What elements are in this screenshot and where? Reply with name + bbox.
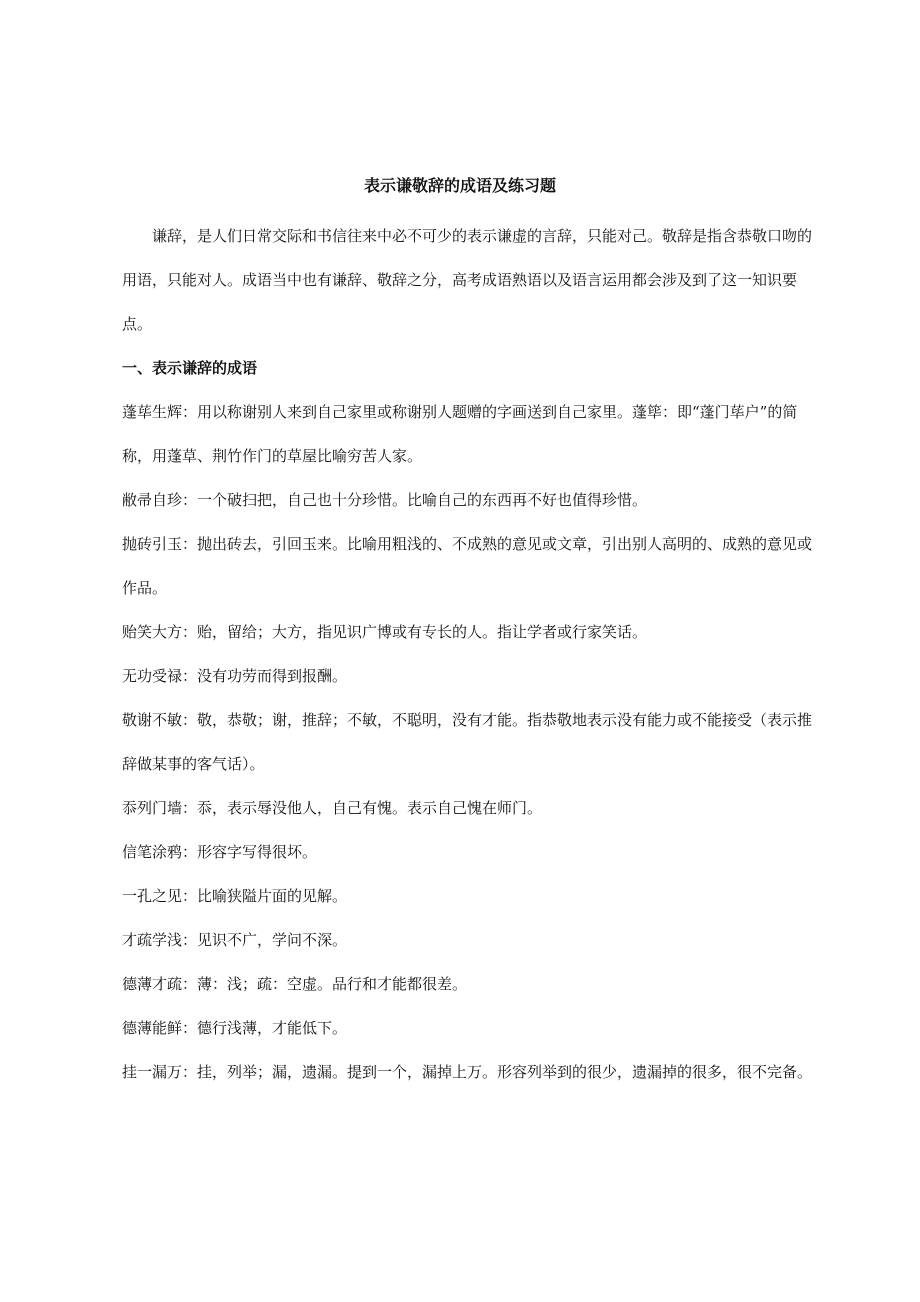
idiom-entry: 敬谢不敏：敬，恭敬；谢，推辞；不敏，不聪明，没有才能。指恭敬地表示没有能力或不能接受（表示推辞做某事的客气话）。: [122, 711, 813, 773]
idiom-entry: 才疏学浅：见识不广，学问不深。: [122, 931, 348, 949]
idiom-entry: 挂一漏万：挂，列举；漏，遗漏。提到一个，漏掉上万。形容列举到的很少，遗漏掉的很多，很不完备。: [122, 1063, 813, 1081]
idiom-entry: 敝帚自珍：一个破扫把，自己也十分珍惜。比喻自己的东西再不好也值得珍惜。: [122, 491, 648, 509]
idiom-entry: 一孔之见：比喻狭隘片面的见解。: [122, 887, 348, 905]
idiom-entry: 抛砖引玉：抛出砖去，引回玉来。比喻用粗浅的、不成熟的意见或文章，引出别人高明的、成熟的意见或作品。: [122, 535, 813, 597]
idiom-entry: 忝列门墙：忝，表示辱没他人，自己有愧。表示自己愧在师门。: [122, 799, 543, 817]
idiom-entry: 德薄能鲜：德行浅薄，才能低下。: [122, 1019, 348, 1037]
document-body: [122, 214, 812, 1094]
idiom-entry: 无功受禄：没有功劳而得到报酬。: [122, 667, 348, 685]
section-heading: 一、表示谦辞的成语: [122, 359, 258, 377]
idiom-entry: 德薄才疏：薄：浅；疏：空虚。品行和才能都很差。: [122, 975, 468, 993]
idiom-entry: 蓬荜生辉：用以称谢别人来到自己家里或称谢别人题赠的字画送到自己家里。蓬筚：即“蓬门荜户”的简称，用蓬草、荆竹作门的草屋比喻穷苦人家。: [122, 403, 798, 465]
idiom-entry: 贻笑大方：贻，留给；大方，指见识广博或有专长的人。指让学者或行家笑话。: [122, 623, 648, 641]
intro-paragraph: 谦辞，是人们日常交际和书信往来中必不可少的表示谦虚的言辞，只能对己。敬辞是指含恭敬口吻的用语，只能对人。成语当中也有谦辞、敬辞之分，高考成语熟语以及语言运用都会涉及到了这一知识要点。: [122, 227, 813, 333]
idiom-entry: 信笔涂鸦：形容字写得很坏。: [122, 843, 318, 861]
document-title: 表示谦敬辞的成语及练习题: [363, 176, 556, 195]
